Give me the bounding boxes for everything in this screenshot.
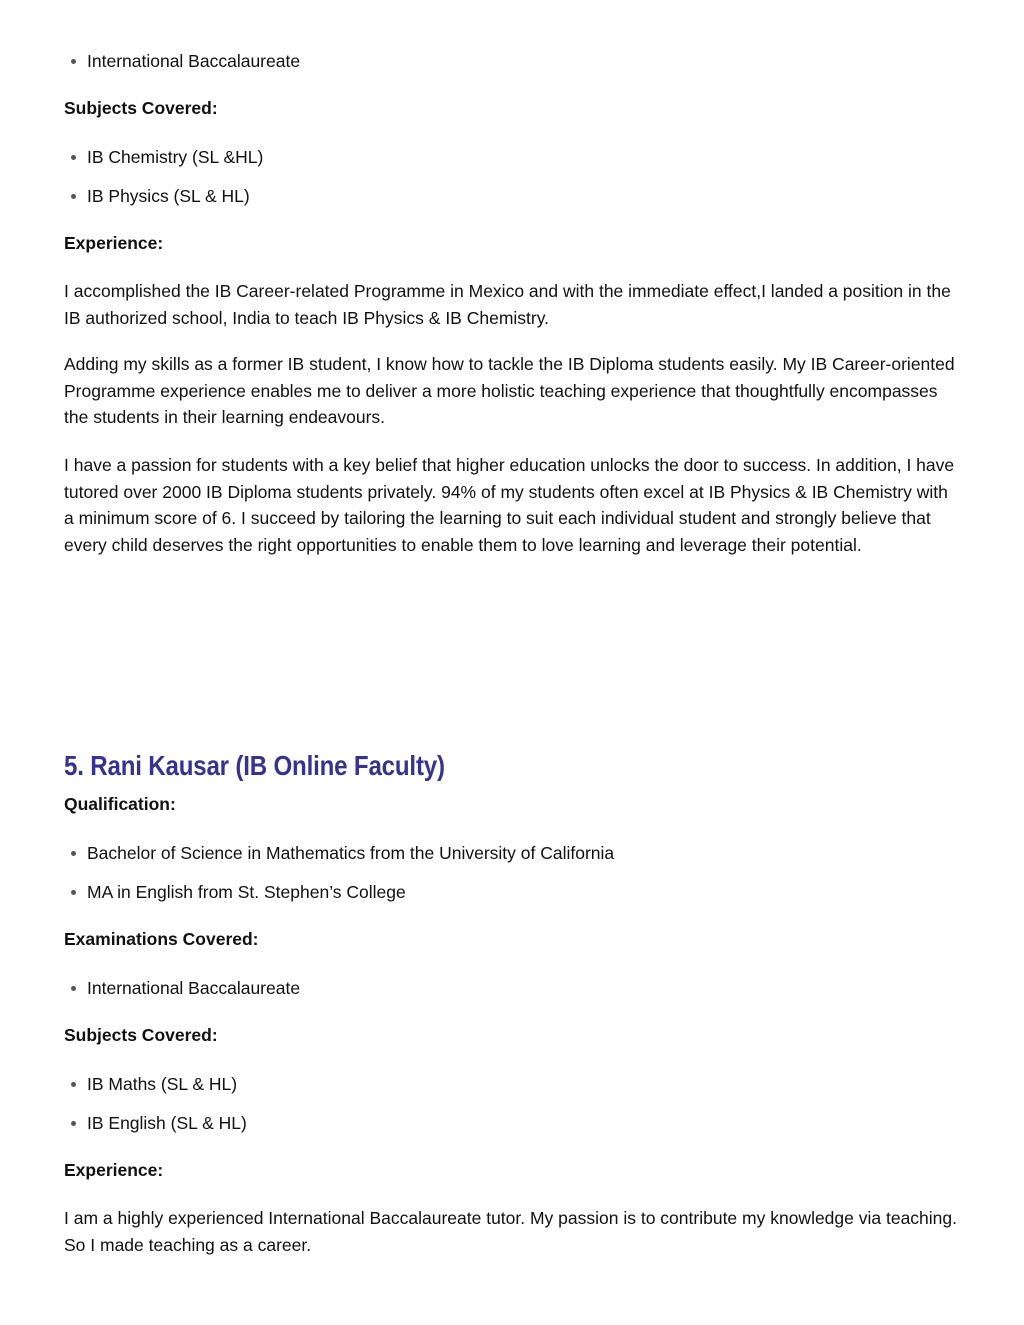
qualification-label-block: [64, 791, 960, 817]
paragraph: I have a passion for students with a key belief that higher education unlocks the door to success. In addition, I have tutored over 2000 IB Diploma students privately. 94% of my students often excel at IB Physics & IB Chemistry with a minimum score of 6. I succeed by tailoring the learning to suit each individual student and strongly believe that every child deserves the right opportunities to enable them to love learning and leverage their potential.: [64, 455, 955, 555]
experience-label-2: [64, 1157, 960, 1183]
experience-paragraph-2: [64, 351, 960, 431]
experience-label-1: [64, 230, 960, 256]
list-item: International Baccalaureate: [64, 975, 960, 1001]
paragraph: I am a highly experienced International Baccalaureate tutor. My passion is to contribute my knowledge via teaching. So I made teaching as a career.: [64, 1208, 958, 1255]
subjects-list-1b: [64, 183, 960, 209]
qualification-label: Qualification:: [64, 794, 176, 814]
examinations-label-block: [64, 926, 960, 952]
list-item: Bachelor of Science in Mathematics from the University of California: [64, 840, 960, 866]
examinations-covered-label: Examinations Covered:: [64, 929, 259, 949]
list-item: IB Chemistry (SL &HL): [64, 144, 960, 170]
subjects-covered-label: Subjects Covered:: [64, 98, 218, 118]
subjects-label-1: [64, 95, 960, 121]
list-item: IB English (SL & HL): [64, 1110, 960, 1136]
paragraph: Adding my skills as a former IB student, I know how to tackle the IB Diploma students easily. My IB Career-oriented Programme experience enables me to deliver a more holistic teaching experience that thoughtfully encompasses the students in their learning endeavours.: [64, 354, 955, 428]
experience-paragraph-4: [64, 1205, 960, 1258]
subjects-covered-label: Subjects Covered:: [64, 1025, 218, 1045]
paragraph: I accomplished the IB Career-related Programme in Mexico and with the immediate effect,I landed a position in the IB authorized school, India to teach IB Physics & IB Chemistry.: [64, 281, 951, 328]
subjects-list-1: [64, 144, 960, 170]
list-item: IB Maths (SL & HL): [64, 1071, 960, 1097]
experience-paragraph-1: [64, 278, 960, 331]
examinations-list-1: [64, 48, 960, 74]
experience-paragraph-3: [64, 452, 960, 558]
subjects-list-2b: [64, 1110, 960, 1136]
examinations-list-2: [64, 975, 960, 1001]
faculty-heading-block: [64, 749, 960, 783]
qualification-list-b: [64, 879, 960, 905]
experience-label: Experience:: [64, 1160, 164, 1180]
list-item: IB Physics (SL & HL): [64, 183, 960, 209]
subjects-list-2: [64, 1071, 960, 1097]
subjects-label-2: [64, 1022, 960, 1048]
list-item: International Baccalaureate: [64, 48, 960, 74]
faculty-heading: 5. Rani Kausar (IB Online Faculty): [64, 750, 445, 781]
list-item: MA in English from St. Stephen’s College: [64, 879, 960, 905]
experience-label: Experience:: [64, 233, 164, 253]
qualification-list: [64, 840, 960, 866]
